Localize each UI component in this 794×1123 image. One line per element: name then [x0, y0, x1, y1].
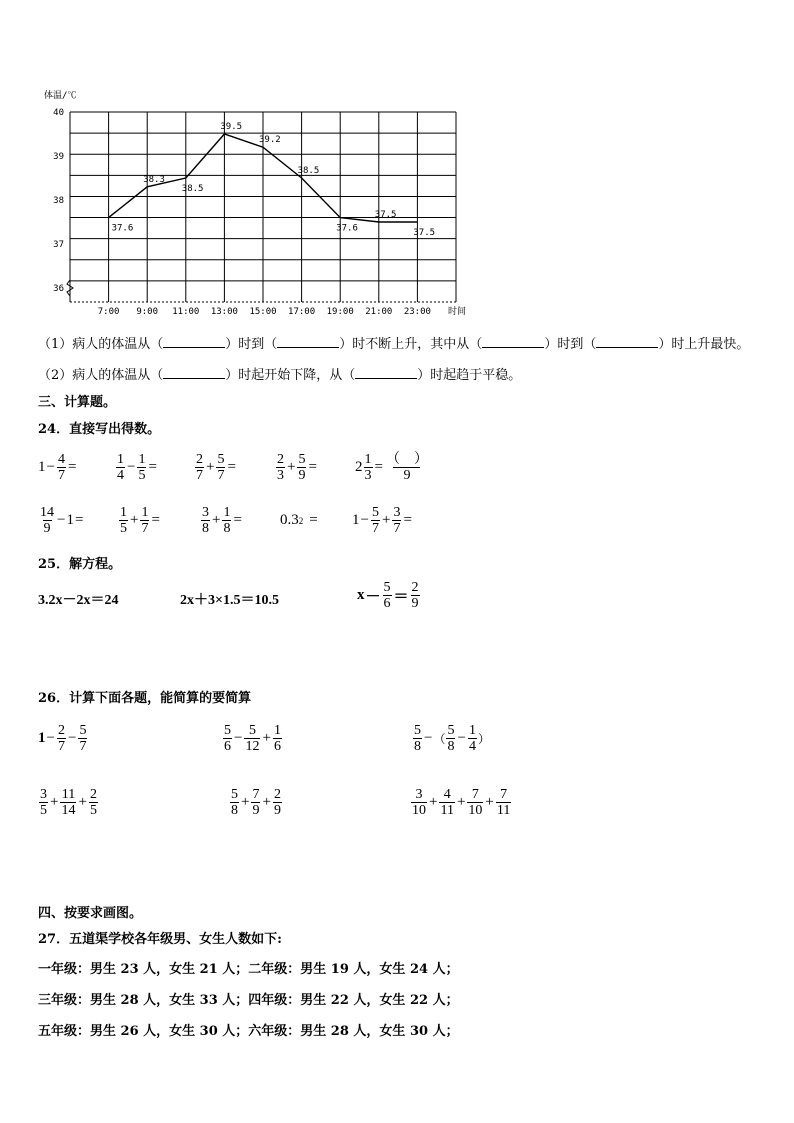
equals: = [151, 512, 160, 528]
fraction [411, 580, 420, 611]
operator: + [456, 794, 466, 810]
equals: = [309, 512, 318, 528]
fraction [411, 787, 427, 818]
denominator: 10 [412, 803, 426, 818]
q26-a [38, 723, 88, 754]
operator: − [57, 512, 66, 528]
denominator: 11 [440, 803, 454, 818]
q27-title: 27．五道渠学校各年级男、女生人数如下: [38, 932, 282, 947]
fraction [223, 723, 232, 754]
fraction [273, 723, 282, 754]
number: 2 [355, 459, 363, 475]
fraction [39, 787, 48, 818]
operator: − [234, 730, 243, 746]
denominator: 5 [138, 468, 146, 483]
data-point-label: 38.5 [181, 184, 204, 194]
equals: = [308, 459, 317, 475]
operator: − [67, 730, 77, 746]
equals: = [227, 459, 236, 475]
denominator: 9 [411, 596, 419, 611]
q23-line-1 [38, 333, 749, 352]
q24-r2-b [118, 505, 161, 536]
fraction-answer [385, 452, 429, 483]
answer-blank[interactable] [596, 336, 658, 348]
operator: + [78, 794, 87, 810]
answer-blank[interactable] [163, 336, 225, 348]
numerator: 1 [141, 505, 149, 520]
numerator: 7 [500, 787, 508, 802]
denominator: 3 [364, 468, 372, 483]
q26-f [410, 787, 512, 818]
denominator: 6 [383, 596, 391, 611]
fraction [57, 452, 66, 483]
q24-title: 24．直接写出得数。 [38, 422, 161, 437]
numerator: 1 [273, 723, 281, 738]
numerator: 4 [443, 787, 451, 802]
data-point-label: 37.5 [413, 228, 436, 238]
numerator: 2 [57, 723, 65, 738]
numerator: 5 [383, 580, 391, 595]
data-point-label: 38.5 [297, 166, 320, 176]
denominator: 12 [245, 739, 260, 754]
numerator: 5 [79, 723, 87, 738]
equals: ＝ [393, 589, 409, 605]
q24-r1-c [194, 452, 237, 483]
data-point-label: 39.2 [259, 135, 281, 146]
fraction [230, 787, 239, 818]
fraction [392, 505, 401, 536]
denominator: 9 [393, 467, 420, 483]
fraction [467, 787, 483, 818]
fraction [496, 787, 511, 818]
fraction [439, 787, 454, 818]
numerator: 2 [89, 787, 97, 802]
numerator: 1 [468, 723, 476, 738]
operator: − [457, 730, 466, 746]
equals: = [403, 512, 412, 528]
variable: x [357, 587, 365, 603]
numerator: 2 [277, 452, 284, 467]
number: 1 [38, 730, 46, 746]
denominator: 7 [57, 468, 65, 483]
numerator-blank[interactable]: （ ） [385, 452, 428, 467]
q25-equation-2: 2x＋3×1.5＝10.5 [180, 593, 279, 608]
operator: + [50, 794, 59, 810]
section-3-heading: 三、计算题。 [38, 395, 117, 410]
equals: = [233, 512, 242, 528]
equals: = [374, 459, 383, 475]
operator: − [46, 459, 55, 475]
denominator: 8 [231, 803, 238, 818]
y-tick-label: 40 [53, 108, 64, 118]
x-tick-label: 23:00 [403, 307, 431, 317]
q23-line-2 [38, 364, 521, 383]
denominator: 7 [393, 521, 401, 536]
q27-line-1: 一年级：男生 23 人，女生 21 人；二年级：男生 19 人，女生 24 人； [38, 962, 459, 977]
numerator: 3 [40, 787, 47, 802]
numerator: 5 [224, 723, 231, 738]
answer-blank[interactable] [482, 336, 544, 348]
fraction [244, 723, 260, 754]
q24-r1-b [115, 452, 158, 483]
fraction [78, 723, 87, 754]
denominator: 11 [496, 803, 511, 818]
denominator: 9 [273, 803, 281, 818]
operator: + [262, 794, 271, 810]
q27-line-2: 三年级：男生 28 人，女生 33 人；四年级：男生 22 人，女生 22 人； [38, 993, 459, 1008]
operator: + [485, 794, 494, 810]
q24-r1-a [38, 452, 77, 483]
operator: + [130, 512, 139, 528]
chart-x-ticks [98, 307, 431, 317]
denominator: 6 [224, 739, 231, 754]
fraction [216, 452, 225, 483]
chart-y-axis-label: 体温/℃ [44, 91, 77, 101]
fraction [222, 505, 231, 536]
numerator: 5 [414, 723, 421, 738]
number: 1 [38, 459, 46, 475]
q26-title: 26．计算下面各题，能简算的要简算 [38, 691, 252, 706]
operator: + [262, 730, 271, 746]
q26-d [38, 787, 99, 818]
chart-y-ticks [53, 108, 64, 294]
denominator: 7 [79, 739, 87, 754]
fraction [89, 787, 98, 818]
denominator: 7 [57, 739, 65, 754]
q24-r2-c [200, 505, 243, 536]
operator: + [429, 794, 438, 810]
operator: + [206, 459, 215, 475]
numerator: 3 [202, 505, 209, 520]
fraction [116, 452, 125, 483]
x-tick-label: 19:00 [326, 307, 354, 317]
x-tick-label: 17:00 [288, 307, 316, 317]
q23-1-text: （1）病人的体温从（ [38, 337, 164, 352]
q24-r1-e [355, 452, 430, 483]
fraction [364, 452, 373, 483]
data-point-label: 38.3 [143, 174, 165, 185]
numerator: 5 [371, 505, 379, 520]
operator: + [381, 512, 391, 528]
fraction [251, 787, 260, 818]
operator: + [241, 794, 250, 810]
number: 1 [352, 512, 360, 528]
x-tick-label: 21:00 [365, 307, 393, 317]
y-tick-label: 37 [53, 240, 64, 250]
answer-blank[interactable] [355, 367, 417, 379]
operator: − [46, 730, 55, 746]
right-paren: ） [477, 732, 490, 746]
denominator: 4 [117, 468, 124, 483]
numerator: 5 [298, 452, 306, 467]
q25-equation-1: 3.2x－2x＝24 [38, 593, 119, 608]
fraction [413, 723, 422, 754]
denominator: 7 [217, 468, 225, 483]
answer-blank[interactable] [163, 367, 225, 379]
equals: = [148, 459, 157, 475]
data-point-label: 37.6 [111, 223, 134, 234]
x-tick-label: 13:00 [210, 307, 238, 317]
section-4-heading: 四、按要求画图。 [38, 906, 143, 921]
numerator: 1 [117, 452, 124, 467]
q23-1-text: ）时上升最快。 [658, 337, 750, 352]
denominator: 7 [196, 468, 203, 483]
fraction [273, 787, 282, 818]
denominator: 8 [202, 521, 209, 536]
fraction [276, 452, 285, 483]
q23-1-text: ）时到（ [544, 337, 597, 352]
numerator: 7 [471, 787, 479, 802]
number: 0.3 [280, 512, 299, 528]
numerator: 5 [217, 452, 225, 467]
q23-2-text: ）时起开始下降，从（ [225, 368, 356, 383]
q23-1-text: ）时到（ [225, 337, 278, 352]
numerator: 5 [447, 723, 455, 738]
equals: = [74, 512, 84, 528]
x-tick-label: 9:00 [136, 307, 159, 317]
fraction [39, 505, 55, 536]
denominator: 5 [40, 803, 47, 818]
denominator: 7 [371, 521, 379, 536]
numerator: 11 [61, 787, 76, 802]
q24-r2-e [352, 505, 413, 536]
numerator: 1 [223, 505, 231, 520]
operator: + [212, 512, 221, 528]
fraction [137, 452, 146, 483]
q24-r2-a [38, 505, 84, 536]
temperature-line-chart [30, 80, 480, 320]
left-paren: （ [433, 732, 446, 746]
numerator: 5 [248, 723, 256, 738]
numerator: 7 [252, 787, 260, 802]
denominator: 5 [120, 521, 127, 536]
denominator: 6 [273, 739, 281, 754]
equals: = [67, 459, 77, 475]
chart-point-labels [112, 122, 435, 238]
operator: − [360, 512, 369, 528]
x-tick-label: 15:00 [249, 307, 277, 317]
denominator: 3 [277, 468, 284, 483]
number: 1 [66, 512, 74, 528]
operator: + [287, 459, 296, 475]
answer-blank[interactable] [277, 336, 339, 348]
numerator: 2 [196, 452, 203, 467]
numerator: 4 [57, 452, 65, 467]
x-tick-label: 11:00 [172, 307, 200, 317]
numerator: 5 [231, 787, 238, 802]
denominator: 8 [447, 739, 455, 754]
chart-x-axis-label: 时间 [448, 307, 467, 317]
denominator: 7 [141, 521, 149, 536]
data-point-label: 37.5 [374, 210, 397, 220]
fraction [195, 452, 204, 483]
operator: － [365, 589, 381, 605]
numerator: 1 [138, 452, 146, 467]
fraction [297, 452, 306, 483]
denominator: 9 [43, 521, 51, 536]
fraction [201, 505, 210, 536]
denominator: 9 [298, 468, 306, 483]
q23-2-text: ）时起趋于平稳。 [417, 368, 522, 383]
numerator: 1 [120, 505, 127, 520]
fraction [446, 723, 455, 754]
operator: − [424, 730, 433, 746]
numerator: 3 [393, 505, 401, 520]
denominator: 4 [468, 739, 476, 754]
q26-c [412, 723, 490, 754]
fraction [371, 505, 380, 536]
data-point-label: 37.6 [336, 223, 358, 234]
fraction [57, 723, 66, 754]
fraction [468, 723, 477, 754]
q27-line-3: 五年级：男生 26 人，女生 30 人；六年级：男生 28 人，女生 30 人； [38, 1024, 459, 1039]
q23-2-text: （2）病人的体温从（ [38, 368, 164, 383]
numerator: 3 [415, 787, 423, 802]
denominator: 9 [252, 803, 260, 818]
q23-1-text: ）时不断上升，其中从（ [339, 337, 483, 352]
denominator: 10 [468, 803, 483, 818]
fraction [140, 505, 149, 536]
operator: − [127, 459, 136, 475]
denominator: 5 [89, 803, 97, 818]
numerator: 2 [273, 787, 281, 802]
y-tick-label: 39 [53, 152, 64, 162]
q25-title: 25．解方程。 [38, 557, 122, 572]
fraction [60, 787, 76, 818]
fraction [383, 580, 392, 611]
y-tick-label: 36 [53, 284, 64, 294]
numerator: 1 [364, 452, 372, 467]
denominator: 14 [61, 803, 76, 818]
numerator: 2 [411, 580, 419, 595]
q26-e [229, 787, 283, 818]
denominator: 8 [223, 521, 231, 536]
q26-b [222, 723, 283, 754]
y-tick-label: 38 [53, 196, 64, 206]
q25-equation-3 [357, 580, 421, 611]
data-point-label: 39.5 [220, 122, 243, 132]
numerator: 14 [40, 505, 54, 520]
denominator: 8 [414, 739, 421, 754]
q24-r1-d [275, 452, 318, 483]
x-tick-label: 7:00 [97, 307, 120, 317]
q24-r2-d [280, 512, 319, 529]
fraction [119, 505, 128, 536]
exponent: 2 [298, 515, 304, 526]
